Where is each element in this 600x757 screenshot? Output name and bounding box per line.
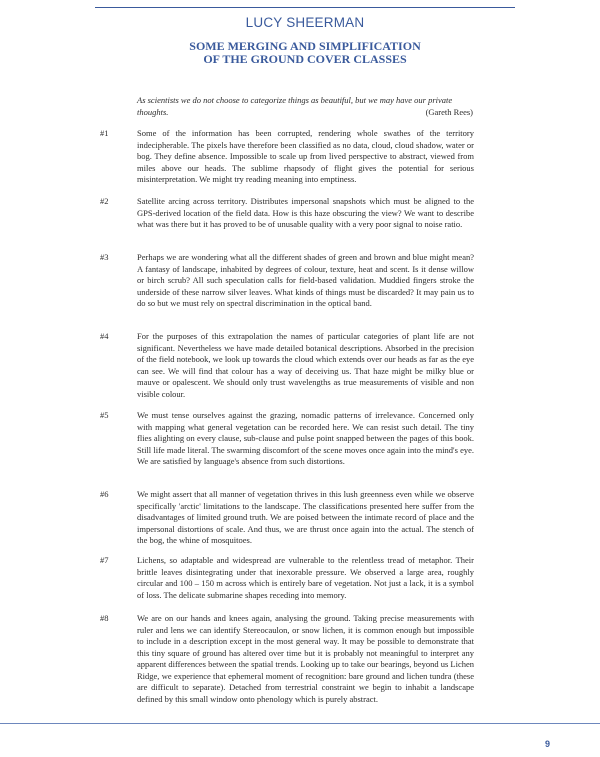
section-3	[100, 252, 474, 310]
section-1	[100, 128, 474, 186]
header-rule	[95, 7, 515, 8]
section-text: For the purposes of this extrapolation the names of particular categories of plant life are not significant. Nevertheless we have made detailed botanical descriptions. Absorbed in the precision of the field notebook, we look up towards the cloud which extends over our heads as far as the eye can see. We will find that colour has a way of deceiving us. That haze might be milky blue or mauve or opalescent. We should only trust wavelengths as true measurements of visible and non visible colour.	[137, 331, 474, 399]
section-text: Some of the information has been corrupted, rendering whole swathes of the territory indecipherable. The pixels have therefore been classified as no data, cloud, cloud shadow, water or bog. They define absence. Impossible to scale up from lived perspective to abstract, viewed from miles above our heads. The sublime rhapsody of flight gives the potential for serious misinterpretation. We might try reading meaning into emptiness.	[137, 128, 474, 184]
section-number: #6	[100, 489, 109, 499]
section-text: We might assert that all manner of vegetation thrives in this lush greenness even while we observe specifically 'arctic' limitations to the landscape. The classifications presented here suffer from the disadvantages of limited ground truth. We are poised between the intimate record of place and the impersonal distortions of scale. And thus, we are thrust once again into the actual. The stench of the bog, the whine of mosquitoes.	[137, 489, 474, 545]
section-number: #7	[100, 555, 109, 565]
chapter-title-line-1: SOME MERGING AND SIMPLIFICATION	[189, 39, 421, 53]
epigraph	[137, 95, 473, 118]
section-8	[100, 613, 474, 705]
section-text: Perhaps we are wondering what all the different shades of green and brown and blue might mean? A fantasy of landscape, inhabited by degrees of colour, texture, heat and scent. Is it dense willow or birch scrub? All such speculation calls for field-based validation. Muddied fingers stroke the underside of these narrow silver leaves. What kinds of things must be discarded? It may pain us to do so but we must rely on spectral discrimination in the optical band.	[137, 252, 474, 308]
chapter-title-line-2: OF THE GROUND COVER CLASSES	[203, 52, 407, 66]
section-4	[100, 331, 474, 400]
section-number: #8	[100, 613, 109, 623]
epigraph-quote: As scientists we do not choose to categorize things as beautiful, but we may have our private thoughts.	[137, 95, 453, 117]
section-number: #4	[100, 331, 109, 341]
section-number: #5	[100, 410, 109, 420]
section-7	[100, 555, 474, 601]
section-2	[100, 196, 474, 231]
running-head-author: LUCY SHEERMAN	[245, 15, 365, 30]
section-text: Lichens, so adaptable and widespread are vulnerable to the relentless tread of metaphor. Their brittle leaves disintegrating under that inexorable pressure. We observed a large area, roughly circular and 100 – 150 m across which is entirely bare of vegetation. Not just a lack, it is a symbol of loss. The delicate submarine shapes receding into memory.	[137, 555, 474, 600]
page-number: 9	[544, 739, 550, 749]
section-number: #2	[100, 196, 109, 206]
section-6	[100, 489, 474, 547]
section-5	[100, 410, 474, 468]
section-number: #1	[100, 128, 109, 138]
section-text: Satellite arcing across territory. Distributes impersonal snapshots which must be aligned to the GPS-derived location of the field data. How is this haze obscuring the view? We want to describe what was there but it has proved to be of unusable quality with a very poor signal to noise ratio.	[137, 196, 474, 229]
epigraph-attribution: (Gareth Rees)	[425, 106, 473, 117]
section-number: #3	[100, 252, 109, 262]
section-text: We are on our hands and knees again, analysing the ground. Taking precise measurements with ruler and lens we can identify Stereocaulon, or snow lichen, it is common enough but impossible to include in a description except in the most general way. It may be possible to demonstrate that this tiny square of ground has altered over time but it is probably not meaningful to interpret any apparent differences between the spatial trends. Looking up to take our bearings, beyond us Lichen Ridge, we experience that ephemeral moment of recognition: bare ground and lichen tundra (these are difficult to separate). Detached from terrestrial constraint we begin to inhabit a landscape defined by this small window onto phenology which is purely abstract.	[137, 613, 474, 704]
section-text: We must tense ourselves against the grazing, nomadic patterns of irrelevance. Concerned only with mapping what general vegetation can be recorded here. We can resist such detail. The tiny flies alighting on every clause, sub-clause and pulse point snapped between the pages of this book. Still life made literal. The swarming discomfort of the scene moves once again into the mind's eye. We are satisfied by language's absence from such distortions.	[137, 410, 474, 466]
chapter-title	[95, 40, 515, 66]
footer-rule	[0, 723, 600, 724]
